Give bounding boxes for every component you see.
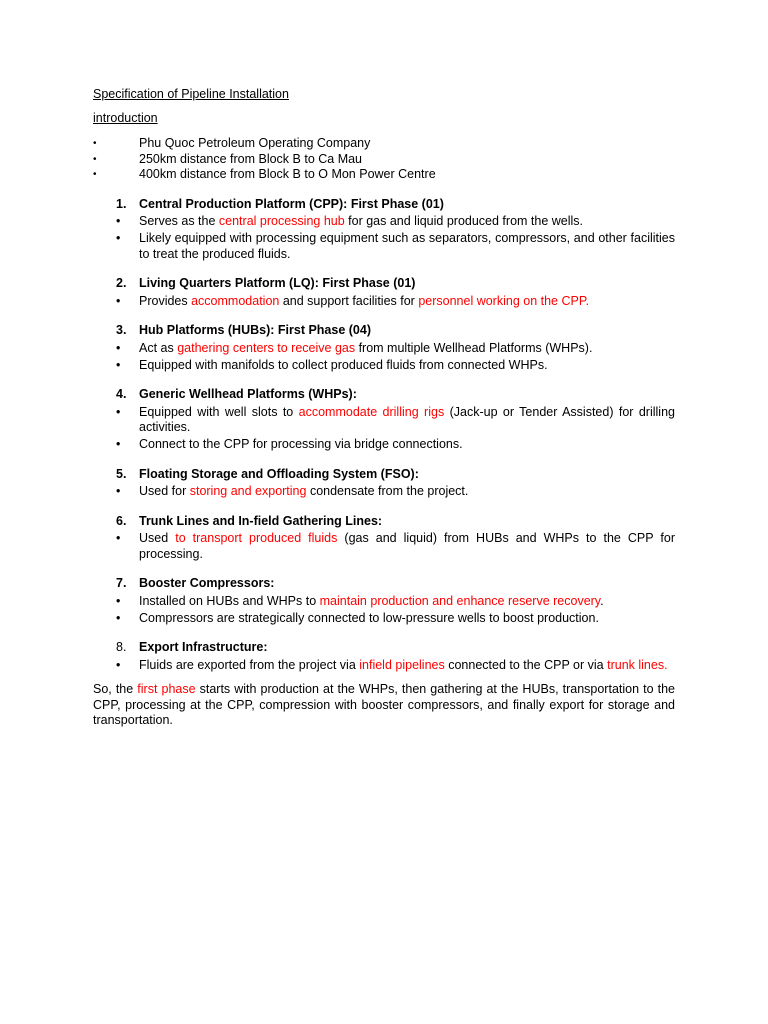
section-cpp — [93, 197, 675, 263]
list-item — [93, 136, 675, 152]
bullet-text: Serves as the — [139, 214, 219, 228]
list-item — [93, 484, 675, 500]
bullet-icon: • — [116, 404, 121, 419]
highlighted-text: maintain production and enhance reserve recovery — [319, 593, 601, 608]
section-heading-text: Booster Compressors: — [139, 576, 275, 590]
closing-text: So, the — [93, 682, 138, 696]
section-heading-text: Export Infrastructure: — [139, 640, 268, 654]
section-export-infrastructure — [93, 640, 675, 673]
bullet-icon: • — [116, 293, 121, 308]
highlighted-text: storing and exporting — [189, 484, 307, 498]
section-heading-text: Central Production Platform (CPP): First Phase (01) — [139, 196, 444, 211]
bullet-icon: • — [116, 214, 121, 228]
section-bullets — [93, 341, 675, 374]
bullet-icon: • — [116, 340, 121, 355]
section-bullets — [93, 531, 675, 562]
list-item — [93, 437, 675, 453]
bullet-text: Fluids are exported from the project via — [139, 657, 360, 672]
list-item — [93, 594, 675, 610]
section-number: 2. — [116, 276, 127, 290]
section-trunk-lines — [93, 514, 675, 563]
section-bullets — [93, 294, 675, 310]
bullet-text: Installed on HUBs and WHPs to — [139, 593, 320, 608]
section-whps — [93, 387, 675, 453]
list-item — [93, 167, 675, 183]
section-heading — [93, 467, 675, 483]
section-heading — [93, 323, 675, 339]
bullet-text: Provides — [139, 293, 192, 308]
section-number: 4. — [116, 387, 127, 401]
list-item-text: 400km distance from Block B to O Mon Power Centre — [139, 167, 436, 181]
section-heading — [93, 640, 675, 656]
introduction-heading: introduction — [93, 111, 158, 125]
highlighted-text: gathering centers to receive gas — [177, 340, 356, 355]
section-heading — [93, 514, 675, 530]
list-item — [93, 658, 675, 674]
section-bullets — [93, 594, 675, 627]
closing-paragraph — [93, 682, 675, 729]
section-number: 6. — [116, 513, 127, 528]
highlighted-text: trunk lines. — [607, 657, 668, 672]
section-heading — [93, 276, 675, 292]
section-bullets — [93, 484, 675, 500]
section-booster-compressors — [93, 576, 675, 626]
section-number: 7. — [116, 576, 127, 590]
highlighted-text: to transport produced fluids — [175, 531, 338, 545]
bullet-text: Equipped with well slots to — [139, 404, 299, 419]
highlighted-text: central processing hub — [218, 214, 345, 228]
bullet-text: . — [600, 593, 604, 608]
list-item — [93, 531, 675, 562]
closing-text: starts with production at the WHPs, then gathering at the HUBs, transportation to the CPP, processing at the CPP, compression with booster compressors, and finally export for storage and transportation. — [93, 682, 675, 727]
bullet-icon: • — [116, 593, 121, 608]
list-item — [93, 294, 675, 310]
list-item — [93, 405, 675, 436]
section-heading-text: Generic Wellhead Platforms (WHPs): — [139, 387, 357, 401]
section-fso — [93, 467, 675, 500]
section-bullets — [93, 658, 675, 674]
list-item-text: Phu Quoc Petroleum Operating Company — [139, 136, 371, 150]
highlighted-text: first phase — [137, 682, 196, 696]
bullet-text: and support facilities for — [279, 293, 419, 308]
bullet-icon: • — [93, 153, 97, 165]
document-page — [93, 87, 675, 729]
section-number: 1. — [116, 196, 127, 211]
bullet-text: Used for — [139, 484, 190, 498]
list-item — [93, 358, 675, 374]
bullet-icon: • — [116, 657, 121, 672]
highlighted-text: personnel working on the CPP. — [418, 293, 590, 308]
section-number: 3. — [116, 323, 127, 337]
bullet-text: Act as — [139, 340, 178, 355]
section-heading — [93, 576, 675, 592]
bullet-text: (Jack-up or Tender Assisted) for drilling activities. — [139, 404, 675, 434]
bullet-text: for gas and liquid produced from the wells. — [344, 214, 584, 228]
section-number: 8. — [116, 640, 127, 654]
section-heading — [93, 387, 675, 403]
section-heading — [93, 197, 675, 213]
bullet-icon: • — [93, 169, 97, 180]
bullet-text: (gas and liquid) from HUBs and WHPs to the CPP for processing. — [139, 531, 676, 561]
section-number: 5. — [116, 466, 127, 481]
bullet-icon: • — [116, 610, 121, 625]
highlighted-text: infield pipelines — [359, 657, 445, 672]
highlighted-text: accommodate drilling rigs — [298, 404, 445, 419]
highlighted-text: accommodation — [191, 293, 280, 308]
bullet-text: connected to the CPP or via — [444, 657, 608, 672]
list-item — [93, 214, 675, 230]
list-item — [93, 152, 675, 168]
bullet-text: Equipped with manifolds to collect produced fluids from connected WHPs. — [139, 357, 548, 372]
bullet-text: condensate from the project. — [306, 484, 469, 498]
bullet-icon: • — [93, 138, 97, 149]
section-heading-text: Living Quarters Platform (LQ): First Phase (01) — [139, 276, 416, 290]
list-item — [93, 611, 675, 627]
bullet-text: Compressors are strategically connected to low-pressure wells to boost production. — [139, 610, 599, 625]
bullet-text: Connect to the CPP for processing via bridge connections. — [139, 437, 463, 451]
list-item — [93, 231, 675, 262]
section-heading-text: Hub Platforms (HUBs): First Phase (04) — [139, 323, 371, 337]
section-heading-text: Trunk Lines and In-field Gathering Lines: — [139, 513, 383, 528]
bullet-text: Likely equipped with processing equipment such as separators, compressors, and other facilities to treat the produced fluids. — [139, 231, 675, 261]
bullet-icon: • — [116, 484, 121, 498]
section-bullets — [93, 405, 675, 453]
section-bullets — [93, 214, 675, 262]
document-title: Specification of Pipeline Installation — [93, 87, 289, 101]
bullet-icon: • — [116, 531, 121, 545]
bullet-icon: • — [116, 437, 121, 451]
introduction-list — [93, 136, 675, 183]
list-item — [93, 341, 675, 357]
bullet-icon: • — [116, 231, 121, 245]
section-heading-text: Floating Storage and Offloading System (FSO): — [139, 466, 419, 481]
bullet-text: Used — [139, 531, 176, 545]
section-lq — [93, 276, 675, 309]
bullet-text: from multiple Wellhead Platforms (WHPs). — [355, 340, 593, 355]
list-item-text: 250km distance from Block B to Ca Mau — [139, 151, 363, 166]
bullet-icon: • — [116, 357, 121, 372]
section-hubs — [93, 323, 675, 373]
